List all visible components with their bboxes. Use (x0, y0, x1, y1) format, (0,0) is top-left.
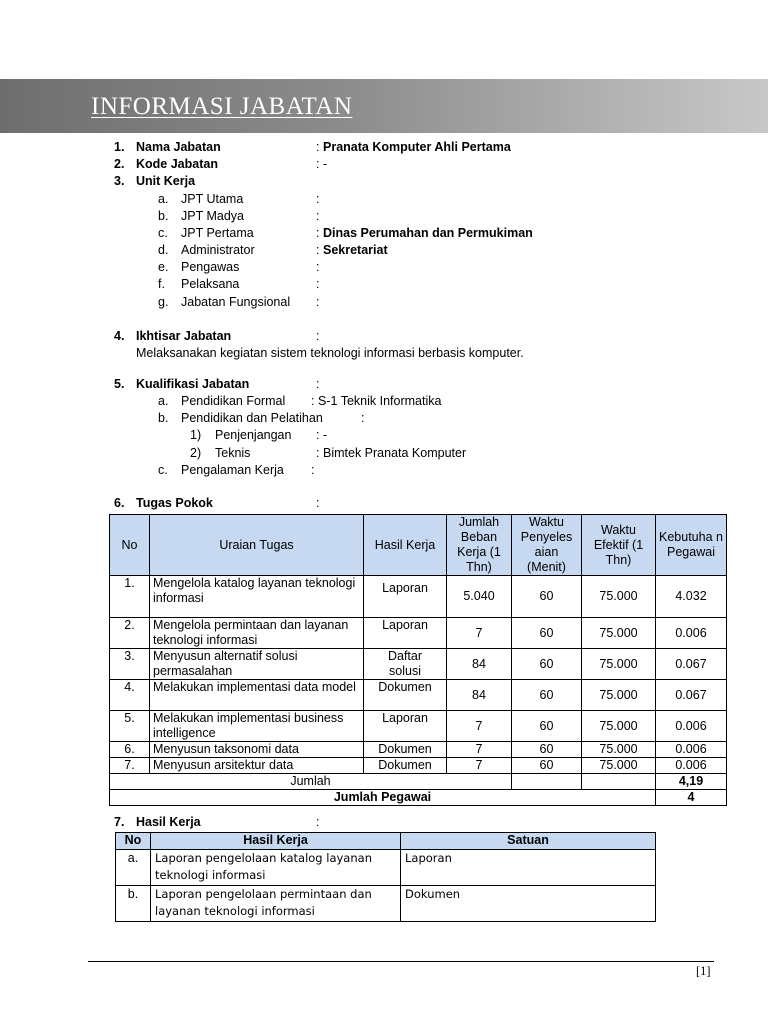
cell-hasil: Dokumen (364, 680, 447, 711)
table-row (116, 886, 656, 922)
kode-jabatan-label: Kode Jabatan (136, 157, 218, 171)
cell-hasil: Dokumen (364, 758, 447, 774)
nama-jabatan-value: Pranata Komputer Ahli Pertama (323, 140, 511, 154)
cell-no: a. (116, 850, 151, 886)
separator: : (316, 260, 320, 274)
cell-uraian: Menyusun alternatif solusi permasalahan (150, 649, 364, 680)
hasil-kerja-table (115, 832, 656, 922)
teknis-value: Bimtek Pranata Komputer (323, 446, 467, 460)
unit-letter: g. (158, 295, 169, 309)
pengalaman-label: Pengalaman Kerja (181, 463, 284, 477)
cell-jumlah: 5.040 (447, 576, 512, 618)
cell-kebutuhan: 0.006 (656, 618, 727, 649)
kualifikasi-letter: c. (158, 463, 168, 477)
footer-divider (88, 961, 714, 962)
jpt-pertama-value: Dinas Perumahan dan Permukiman (323, 226, 533, 240)
ikhtisar-text: Melaksanakan kegiatan sistem teknologi informasi berbasis komputer. (136, 346, 524, 360)
separator: : (316, 377, 320, 391)
nama-jabatan-label: Nama Jabatan (136, 140, 221, 154)
separator: : (311, 463, 315, 477)
kualifikasi-letter: b. (158, 411, 169, 425)
separator: : (316, 192, 320, 206)
cell-hasil-kerja: Laporan pengelolaan katalog layanan teknologi informasi (151, 850, 401, 886)
jumlah-pegawai-label: Jumlah Pegawai (110, 790, 656, 806)
table-row (110, 618, 727, 649)
header-no: No (116, 833, 151, 850)
separator: : (316, 496, 320, 510)
separator: : (316, 140, 320, 154)
cell-hasil: Daftar solusi (364, 649, 447, 680)
header-waktu-penyelesaian: Waktu Penyeles aian (Menit) (512, 515, 582, 576)
table-row (110, 576, 727, 618)
unit-letter: e. (158, 260, 169, 274)
cell-efektif: 75.000 (582, 758, 656, 774)
unit-label: JPT Madya (181, 209, 244, 223)
unit-kerja-label: Unit Kerja (136, 174, 196, 188)
item-number: 2. (114, 157, 125, 171)
kualifikasi-label: Kualifikasi Jabatan (136, 377, 250, 391)
cell-hasil: Laporan (364, 618, 447, 649)
pendidikan-formal-label: Pendidikan Formal (181, 394, 286, 408)
header-hasil-kerja: Hasil Kerja (151, 833, 401, 850)
unit-label: Pelaksana (181, 277, 240, 291)
cell-no: 4. (110, 680, 150, 711)
empty-cell (512, 774, 582, 790)
cell-satuan: Dokumen (401, 886, 656, 922)
table-row (110, 680, 727, 711)
item-number: 1. (114, 140, 125, 154)
cell-jumlah: 84 (447, 649, 512, 680)
pendidikan-formal-value: S-1 Teknik Informatika (318, 394, 442, 408)
penjenjangan-label: Penjenjangan (215, 428, 292, 442)
cell-efektif: 75.000 (582, 742, 656, 758)
item-number: 7. (114, 815, 125, 829)
cell-kebutuhan: 0.067 (656, 680, 727, 711)
cell-kebutuhan: 4.032 (656, 576, 727, 618)
separator: : (316, 277, 320, 291)
teknis-label: Teknis (215, 446, 251, 460)
cell-waktu: 60 (512, 758, 582, 774)
separator: : (316, 243, 320, 257)
unit-letter: d. (158, 243, 169, 257)
sub-number: 2) (190, 446, 202, 460)
cell-hasil: Laporan (364, 576, 447, 618)
header-kebutuhan: Kebutuha n Pegawai (656, 515, 727, 576)
jumlah-pegawai-value: 4 (656, 790, 727, 806)
empty-cell (582, 774, 656, 790)
cell-satuan: Laporan (401, 850, 656, 886)
cell-no: 6. (110, 742, 150, 758)
unit-label: Jabatan Fungsional (181, 295, 291, 309)
jumlah-label: Jumlah (110, 774, 512, 790)
jumlah-pegawai-row (110, 790, 727, 806)
table-row (110, 742, 727, 758)
cell-jumlah: 7 (447, 618, 512, 649)
unit-label: Administrator (181, 243, 255, 257)
cell-waktu: 60 (512, 742, 582, 758)
separator: : (316, 428, 320, 442)
header-jumlah-beban: Jumlah Beban Kerja (1 Thn) (447, 515, 512, 576)
cell-kebutuhan: 0.067 (656, 649, 727, 680)
kualifikasi-letter: a. (158, 394, 169, 408)
cell-efektif: 75.000 (582, 649, 656, 680)
administrator-value: Sekretariat (323, 243, 388, 257)
cell-no: b. (116, 886, 151, 922)
unit-letter: a. (158, 192, 169, 206)
cell-waktu: 60 (512, 576, 582, 618)
cell-jumlah: 7 (447, 742, 512, 758)
cell-uraian: Menyusun taksonomi data (150, 742, 364, 758)
cell-jumlah: 7 (447, 711, 512, 742)
separator: : (316, 157, 320, 171)
table-row (110, 711, 727, 742)
header-uraian: Uraian Tugas (150, 515, 364, 576)
unit-letter: b. (158, 209, 169, 223)
unit-letter: f. (158, 277, 165, 291)
cell-no: 5. (110, 711, 150, 742)
item-number: 6. (114, 496, 125, 510)
header-no: No (110, 515, 150, 576)
penjenjangan-value: - (323, 428, 328, 442)
separator: : (316, 329, 320, 343)
cell-hasil: Dokumen (364, 742, 447, 758)
cell-hasil-kerja: Laporan pengelolaan permintaan dan layanan teknologi informasi (151, 886, 401, 922)
sub-number: 1) (190, 428, 202, 442)
cell-no: 3. (110, 649, 150, 680)
cell-uraian: Mengelola katalog layanan teknologi informasi (150, 576, 364, 618)
cell-kebutuhan: 0.006 (656, 758, 727, 774)
cell-no: 2. (110, 618, 150, 649)
separator: : (311, 394, 315, 408)
tugas-pokok-table (109, 514, 727, 806)
item-number: 4. (114, 329, 125, 343)
table-header-row (116, 833, 656, 850)
cell-efektif: 75.000 (582, 576, 656, 618)
cell-waktu: 60 (512, 618, 582, 649)
hasil-kerja-label: Hasil Kerja (136, 815, 201, 829)
header-waktu-efektif: Waktu Efektif (1 Thn) (582, 515, 656, 576)
unit-label: JPT Pertama (181, 226, 254, 240)
table-row (116, 850, 656, 886)
cell-uraian: Melakukan implementasi business intelligence (150, 711, 364, 742)
page-title: INFORMASI JABATAN (91, 93, 353, 120)
jumlah-value: 4,19 (656, 774, 727, 790)
cell-efektif: 75.000 (582, 618, 656, 649)
cell-jumlah: 84 (447, 680, 512, 711)
item-number: 3. (114, 174, 125, 188)
pendidikan-pelatihan-label: Pendidikan dan Pelatihan (181, 411, 323, 425)
item-number: 5. (114, 377, 125, 391)
cell-hasil: Laporan (364, 711, 447, 742)
header-hasil: Hasil Kerja (364, 515, 447, 576)
header-satuan: Satuan (401, 833, 656, 850)
table-row (110, 649, 727, 680)
ikhtisar-label: Ikhtisar Jabatan (136, 329, 232, 343)
kode-jabatan-value: - (323, 157, 328, 171)
cell-waktu: 60 (512, 680, 582, 711)
separator: : (316, 209, 320, 223)
cell-efektif: 75.000 (582, 680, 656, 711)
separator: : (361, 411, 365, 425)
cell-no: 1. (110, 576, 150, 618)
separator: : (316, 295, 320, 309)
unit-label: Pengawas (181, 260, 240, 274)
cell-kebutuhan: 0.006 (656, 711, 727, 742)
separator: : (316, 446, 320, 460)
cell-no: 7. (110, 758, 150, 774)
cell-uraian: Menyusun arsitektur data (150, 758, 364, 774)
cell-efektif: 75.000 (582, 711, 656, 742)
cell-waktu: 60 (512, 711, 582, 742)
unit-letter: c. (158, 226, 168, 240)
table-header-row (110, 515, 727, 576)
cell-kebutuhan: 0.006 (656, 742, 727, 758)
cell-uraian: Melakukan implementasi data model (150, 680, 364, 711)
page-number: [1] (696, 964, 711, 978)
unit-label: JPT Utama (181, 192, 244, 206)
cell-uraian: Mengelola permintaan dan layanan teknologi informasi (150, 618, 364, 649)
table-row (110, 758, 727, 774)
separator: : (316, 226, 320, 240)
cell-waktu: 60 (512, 649, 582, 680)
jumlah-row (110, 774, 727, 790)
tugas-pokok-label: Tugas Pokok (136, 496, 213, 510)
cell-jumlah: 7 (447, 758, 512, 774)
separator: : (316, 815, 320, 829)
